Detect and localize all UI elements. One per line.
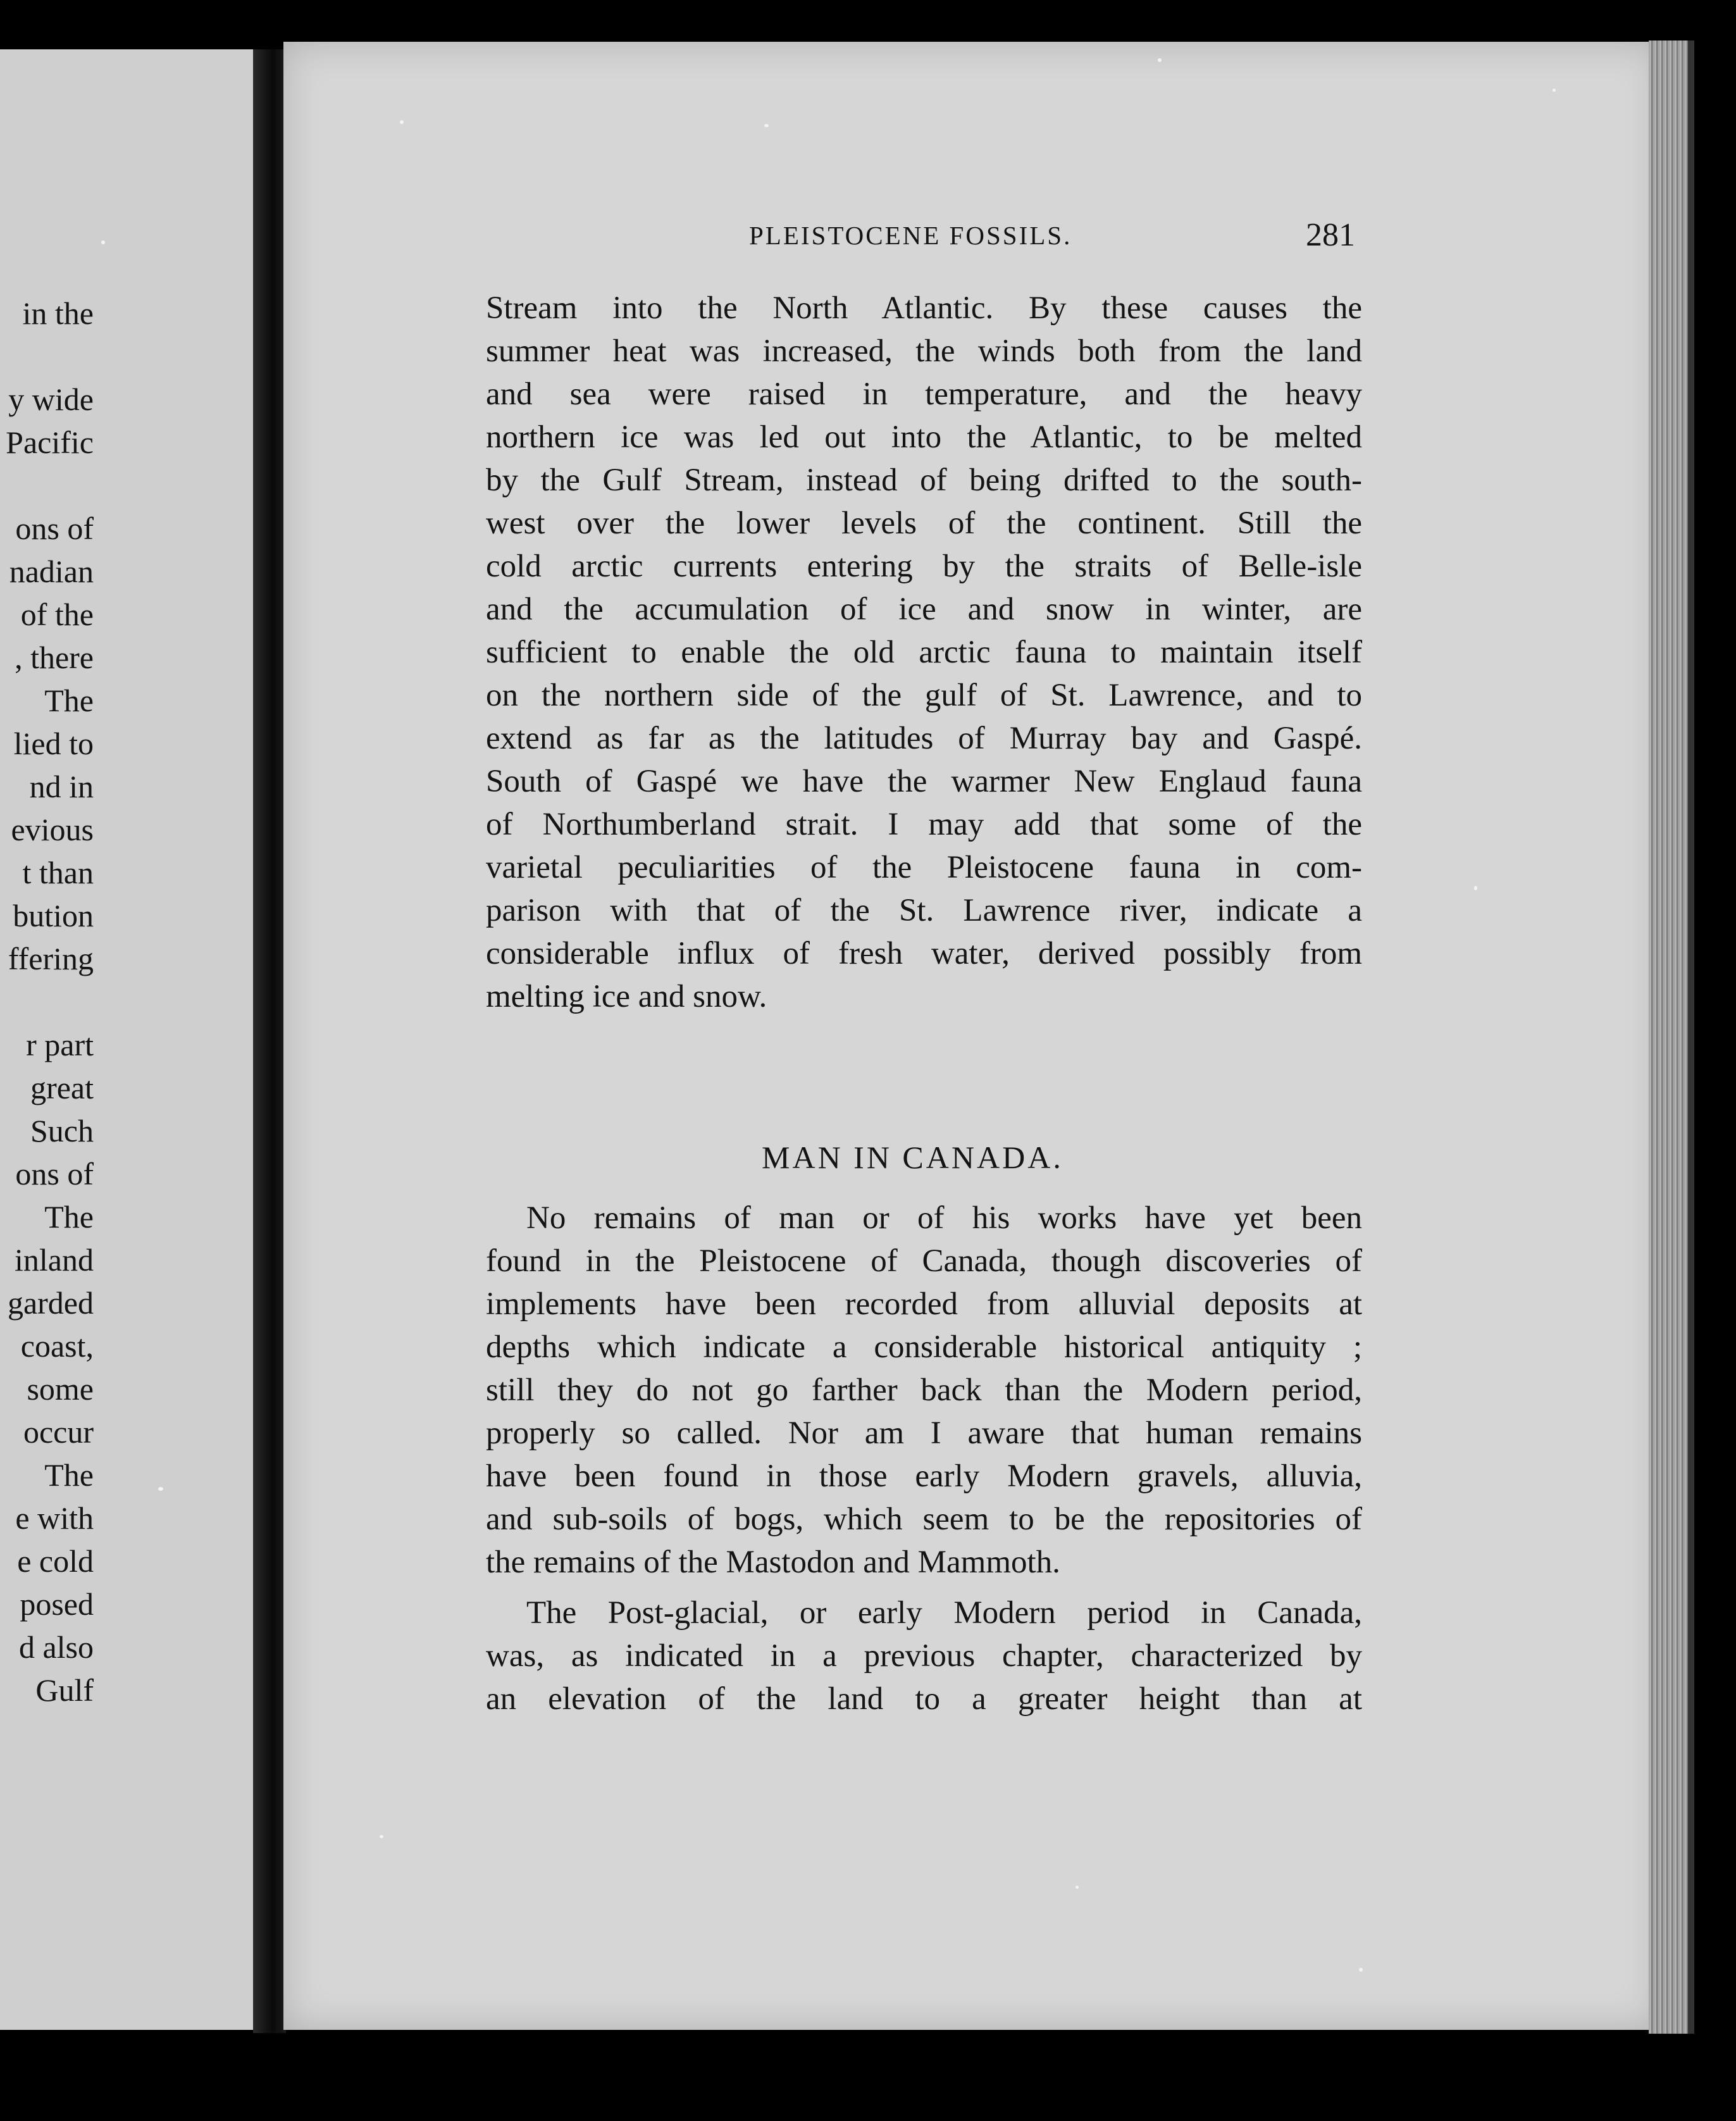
text-line: the remains of the Mastodon and Mammoth.	[486, 1545, 1060, 1580]
left-page-line: ffering	[8, 941, 94, 976]
text-line: The Post-glacial, or early Modern period in Canada,	[526, 1595, 1362, 1631]
left-page-line: y wide	[8, 382, 94, 417]
text-line: melting ice and snow.	[486, 979, 767, 1014]
page-number: 281	[1306, 217, 1355, 253]
section-title: MAN IN CANADA.	[762, 1140, 1063, 1175]
left-page-line: r part	[26, 1027, 94, 1062]
scan-speck	[1474, 886, 1477, 890]
text-line: Stream into the North Atlantic. By these causes the	[486, 290, 1362, 326]
text-line: cold arctic currents entering by the straits of Belle-isle	[486, 549, 1362, 584]
left-page-line: Such	[30, 1113, 94, 1148]
scan-speck	[764, 124, 769, 127]
left-page-line: The	[44, 1457, 94, 1493]
text-line: parison with that of the St. Lawrence river, indicate a	[486, 893, 1362, 928]
text-line: properly so called. Nor am I aware that human remains	[486, 1415, 1362, 1451]
text-line: and sub-soils of bogs, which seem to be the repositories of	[486, 1502, 1362, 1537]
previous-page-fragment	[0, 49, 259, 2030]
text-line: west over the lower levels of the continent. Still the	[486, 506, 1362, 541]
text-line: have been found in those early Modern gravels, alluvia,	[486, 1459, 1362, 1494]
scan-speck	[158, 1487, 163, 1491]
text-line: was, as indicated in a previous chapter, characterized by	[486, 1638, 1362, 1674]
left-page-line: occur	[23, 1414, 94, 1450]
text-line: northern ice was led out into the Atlantic, to be melted	[486, 420, 1362, 455]
text-line: considerable influx of fresh water, derived possibly from	[486, 936, 1362, 971]
text-line: extend as far as the latitudes of Murray bay and Gaspé.	[486, 721, 1362, 756]
left-page-line: e cold	[17, 1543, 94, 1579]
scan-speck	[1553, 89, 1556, 92]
left-page-line: bution	[13, 898, 94, 933]
text-line: summer heat was increased, the winds both from the land	[486, 333, 1362, 369]
left-page-line: some	[27, 1371, 94, 1407]
text-line: still they do not go farther back than the Modern period,	[486, 1372, 1362, 1408]
left-page-line: d also	[18, 1629, 94, 1665]
left-page-line: e with	[15, 1500, 94, 1536]
scan-speck	[1158, 58, 1162, 62]
text-line: and the accumulation of ice and snow in winter, are	[486, 592, 1362, 627]
left-page-line: of the	[20, 597, 94, 632]
left-page-line: garded	[7, 1285, 94, 1321]
left-page-line: The	[44, 683, 94, 718]
left-page-line: Gulf	[35, 1672, 94, 1708]
left-page-line: lied to	[13, 726, 94, 761]
left-page-line: ons of	[15, 511, 94, 546]
left-page-line: nd in	[29, 769, 94, 804]
text-line: an elevation of the land to a greater height than at	[486, 1681, 1362, 1717]
left-page-line: great	[30, 1070, 94, 1105]
left-page-line: nadian	[9, 554, 94, 589]
scan-speck	[1359, 1968, 1363, 1972]
text-line: South of Gaspé we have the warmer New Englaud fauna	[486, 764, 1362, 799]
left-page-line: evious	[11, 812, 94, 847]
scan-speck	[380, 1835, 383, 1838]
book-gutter-shadow	[253, 49, 286, 2033]
text-line: found in the Pleistocene of Canada, though discoveries of	[486, 1243, 1362, 1279]
running-head: PLEISTOCENE FOSSILS.	[749, 221, 1072, 250]
text-line: depths which indicate a considerable historical antiquity ;	[486, 1329, 1362, 1365]
left-page-line: Pacific	[6, 425, 94, 460]
left-page-line: ons of	[15, 1156, 94, 1191]
scan-speck	[101, 240, 105, 244]
text-line: by the Gulf Stream, instead of being drifted to the south-	[486, 463, 1362, 498]
text-line: on the northern side of the gulf of St. Lawrence, and to	[486, 678, 1362, 713]
text-line: varietal peculiarities of the Pleistocene fauna in com-	[486, 850, 1362, 885]
text-line: sufficient to enable the old arctic fauna to maintain itself	[486, 635, 1362, 670]
left-page-line: coast,	[20, 1328, 94, 1364]
text-line: No remains of man or of his works have yet been	[526, 1200, 1362, 1236]
text-line: of Northumberland strait. I may add that some of the	[486, 807, 1362, 842]
scan-speck	[400, 120, 404, 124]
left-page-line: in the	[22, 295, 94, 331]
page-edges	[1649, 40, 1688, 2034]
page-edge-shadow	[1688, 40, 1694, 2034]
scan-speck	[1076, 1886, 1079, 1889]
left-page-line: t than	[22, 855, 94, 890]
left-page-line: inland	[15, 1242, 94, 1278]
text-line: implements have been recorded from alluvial deposits at	[486, 1286, 1362, 1322]
left-page-line: The	[44, 1199, 94, 1235]
text-line: and sea were raised in temperature, and the heavy	[486, 376, 1362, 412]
left-page-line: posed	[20, 1586, 94, 1622]
left-page-line: , there	[15, 640, 94, 675]
